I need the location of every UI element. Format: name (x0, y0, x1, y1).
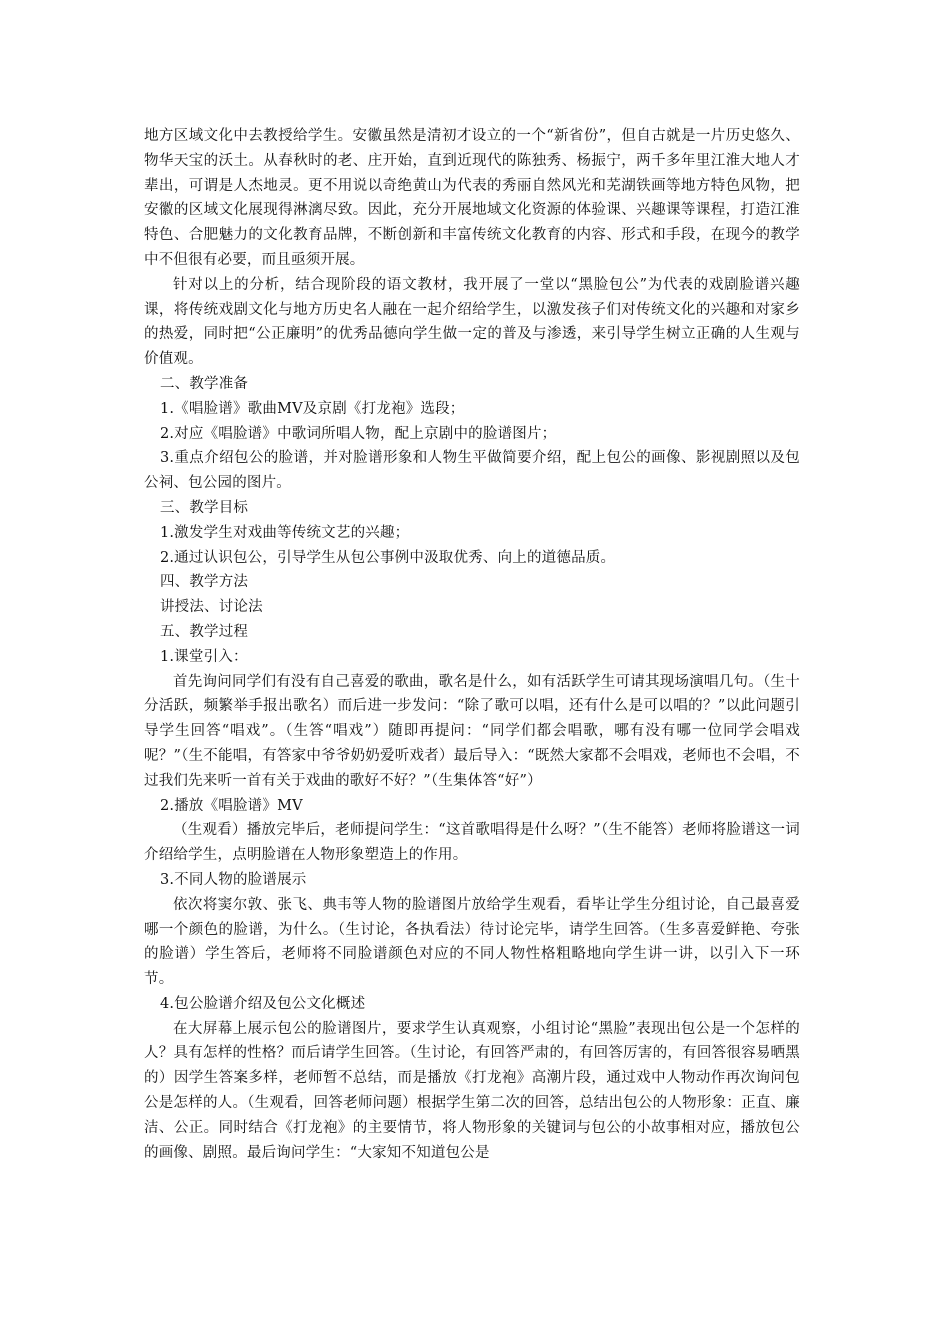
section-heading: 四、教学方法 (159, 574, 249, 591)
list-item: 3.重点介绍包公的脸谱，并对脸谱形象和人物生平做简要介绍，配上包公的画像、影视剧照以及包公祠、包公园的图片。 (144, 450, 800, 492)
body-paragraph: 地方区域文化中去教授给学生。安徽虽然是清初才设立的一个“新省份”，但自古就是一片历史悠久、物华天宝的沃土。从春秋时的老、庄开始，直到近现代的陈独秀、杨振宁，两千多年里江淮大地人才辈出，可谓是人杰地灵。更不用说以奇绝黄山为代表的秀丽自然风光和芜湖铁画等地方特色风物，把安徽的区域文化展现得淋漓尽致。因此，充分开展地域文化资源的体验课、兴趣课等课程，打造江淮特色、合肥魅力的文化教育品牌，不断创新和丰富传统文化教育的内容、形式和手段，在现今的教学中不但很有必要，而且亟须开展。 (144, 128, 800, 268)
section-heading: 三、教学目标 (159, 499, 249, 516)
body-paragraph: （生观看）播放完毕后，老师提问学生：“这首歌唱得是什么呀？”（生不能答）老师将脸谱这一词介绍给学生，点明脸谱在人物形象塑造上的作用。 (144, 822, 800, 864)
section-heading: 二、教学准备 (159, 375, 249, 392)
list-item: 2.播放《唱脸谱》MV (159, 797, 303, 814)
list-item: 1.《唱脸谱》歌曲MV及京剧《打龙袍》选段； (159, 400, 465, 417)
body-paragraph: 针对以上的分析，结合现阶段的语文教材，我开展了一堂以“黑脸包公”为代表的戏剧脸谱兴趣课，将传统戏剧文化与地方历史名人融在一起介绍给学生，以激发孩子们对传统文化的兴趣和对家乡的热爱，同时把“公正廉明”的优秀品德向学生做一定的普及与渗透，来引导学生树立正确的人生观与价值观。 (144, 276, 800, 368)
list-item: 2.通过认识包公，引导学生从包公事例中汲取优秀、向上的道德品质。 (159, 549, 616, 566)
body-paragraph: 在大屏幕上展示包公的脸谱图片，要求学生认真观察，小组讨论“黑脸”表现出包公是一个怎样的人？具有怎样的性格？而后请学生回答。（生讨论，有回答严肃的，有回答厉害的，有回答很容易晒黑的）因学生答案多样，老师暂不总结，而是播放《打龙袍》高潮片段，通过戏中人物动作再次询问包公是怎样的人。（生观看，回答老师问题）根据学生第二次的回答，总结出包公的人物形象：正直、廉洁、公正。同时结合《打龙袍》的主要情节，将人物形象的关键词与包公的小故事相对应，播放包公的画像、剧照。最后询问学生：“大家知不知道包公是 (144, 1020, 800, 1161)
list-item: 2.对应《唱脸谱》中歌词所唱人物，配上京剧中的脸谱图片； (159, 425, 557, 442)
list-item: 4.包公脸谱介绍及包公文化概述 (159, 995, 366, 1012)
list-item: 1.激发学生对戏曲等传统文艺的兴趣； (159, 524, 410, 541)
list-item: 1.课堂引入： (159, 648, 248, 665)
section-heading: 五、教学过程 (159, 623, 249, 640)
document-page (144, 124, 800, 1165)
body-paragraph: 依次将窦尔敦、张飞、典韦等人物的脸谱图片放给学生观看，看毕让学生分组讨论，自己最喜爱哪一个颜色的脸谱，为什么。（生讨论，各执看法）待讨论完毕，请学生回答。（生多喜爱鲜艳、夸张的脸谱）学生答后，老师将不同脸谱颜色对应的不同人物性格粗略地向学生讲一讲，以引入下一环节。 (144, 896, 800, 988)
body-paragraph: 首先询问同学们有没有自己喜爱的歌曲，歌名是什么，如有活跃学生可请其现场演唱几句。（生十分活跃，频繁举手报出歌名）而后进一步发问：“除了歌可以唱，还有什么是可以唱的？”以此问题引导学生回答“唱戏”。（生答“唱戏”）随即再提问：“同学们都会唱歌，哪有没有哪一位同学会唱戏呢？”（生不能唱，有答家中爷爷奶奶爱听戏者）最后导入：“既然大家都不会唱戏，老师也不会唱，不过我们先来听一首有关于戏曲的歌好不好？”（生集体答“好”） (144, 673, 800, 789)
list-item: 3.不同人物的脸谱展示 (159, 871, 307, 888)
body-paragraph: 讲授法、讨论法 (159, 599, 263, 616)
